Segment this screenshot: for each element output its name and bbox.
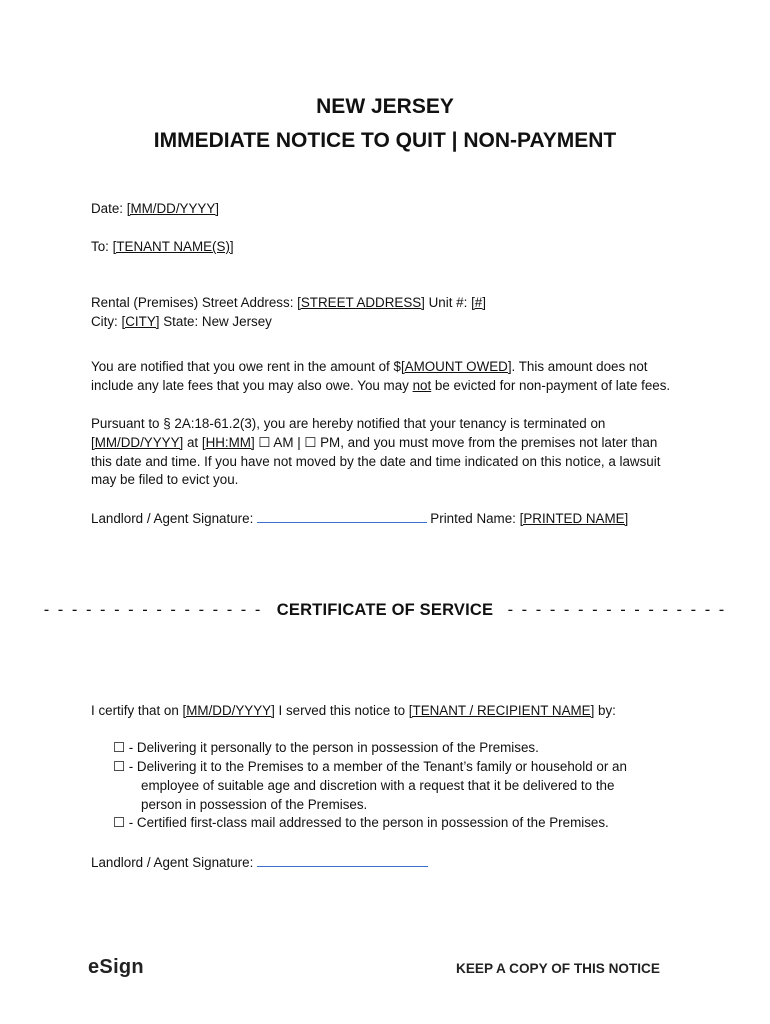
rent-text: be evicted for non-payment of late fees. bbox=[431, 378, 671, 393]
printed-name-label: Printed Name: bbox=[430, 511, 516, 526]
certificate-signature-field[interactable] bbox=[257, 852, 428, 867]
recipient-name-field[interactable]: [TENANT / RECIPIENT NAME] bbox=[408, 703, 595, 718]
service-option-personal[interactable]: ☐ - Delivering it personally to the person in possession of the Premises. bbox=[113, 740, 539, 755]
recipient-line bbox=[91, 237, 234, 256]
footer-note: KEEP A COPY OF THIS NOTICE bbox=[456, 961, 660, 976]
certificate-title: CERTIFICATE OF SERVICE bbox=[276, 601, 494, 619]
certify-text: by: bbox=[594, 703, 616, 718]
certify-text: I certify that on bbox=[91, 703, 183, 718]
state-heading: NEW JERSEY bbox=[316, 95, 454, 118]
address-line bbox=[91, 293, 486, 312]
service-option-premises[interactable]: ☐ - Delivering it to the Premises to a member of the Tenant’s family or household or an bbox=[113, 759, 627, 774]
divider-dashes-left: - - - - - - - - - - - - - - - - bbox=[43, 601, 263, 619]
street-address-field[interactable]: [STREET ADDRESS] bbox=[297, 295, 425, 310]
to-label: To: bbox=[91, 239, 109, 254]
pursuant-line-4: may be filed to evict you. bbox=[91, 472, 239, 487]
certify-line bbox=[91, 701, 616, 720]
pursuant-line-1: Pursuant to § 2A:18-61.2(3), you are hereby notified that your tenancy is terminated on bbox=[91, 416, 606, 431]
address-label: Rental (Premises) Street Address: bbox=[91, 295, 294, 310]
service-option-premises-cont: person in possession of the Premises. bbox=[141, 797, 368, 812]
date-field[interactable]: [MM/DD/YYYY] bbox=[126, 201, 220, 216]
service-option-premises-cont: employee of suitable age and discretion with a request that it be delivered to the bbox=[141, 778, 615, 793]
esign-logo: eSign bbox=[88, 956, 144, 978]
rent-emphasis: not bbox=[412, 378, 432, 393]
signature-row bbox=[91, 508, 628, 528]
unit-field[interactable]: [#] bbox=[471, 295, 486, 310]
signature-label: Landlord / Agent Signature: bbox=[91, 511, 254, 526]
service-date-field[interactable]: [MM/DD/YYYY] bbox=[182, 703, 275, 718]
am-pm-checkboxes[interactable]: ☐ AM | ☐ PM, and you must move from the premises not later than bbox=[254, 435, 658, 450]
certificate-heading bbox=[0, 601, 770, 620]
termination-time-field[interactable]: [HH:MM] bbox=[201, 435, 255, 450]
city-field[interactable]: [CITY] bbox=[121, 314, 160, 329]
rent-paragraph-line-2 bbox=[91, 376, 670, 395]
amount-owed-field[interactable]: [AMOUNT OWED] bbox=[400, 359, 512, 374]
rent-text: include any late fees that you may also owe. You may bbox=[91, 378, 413, 393]
pursuant-line-2 bbox=[91, 433, 657, 452]
certify-text: I served this notice to bbox=[274, 703, 409, 718]
divider-dashes-right: - - - - - - - - - - - - - - - - bbox=[507, 601, 727, 619]
rent-text: . This amount does not bbox=[511, 359, 648, 374]
printed-name-field[interactable]: [PRINTED NAME] bbox=[519, 511, 629, 526]
service-option-mail[interactable]: ☐ - Certified first-class mail addressed to the person in possession of the Premises. bbox=[113, 815, 609, 830]
date-line bbox=[91, 199, 219, 218]
state-text: State: New Jersey bbox=[163, 314, 272, 329]
rent-paragraph-line-1 bbox=[91, 357, 648, 376]
date-label: Date: bbox=[91, 201, 124, 216]
termination-date-field[interactable]: [MM/DD/YYYY] bbox=[91, 435, 184, 450]
certificate-signature-row bbox=[91, 852, 431, 872]
document-title: IMMEDIATE NOTICE TO QUIT | NON-PAYMENT bbox=[153, 129, 617, 152]
city-label: City: bbox=[91, 314, 118, 329]
tenant-name-field[interactable]: [TENANT NAME(S)] bbox=[112, 239, 234, 254]
city-line bbox=[91, 312, 272, 331]
rent-text: You are notified that you owe rent in the amount of $ bbox=[91, 359, 401, 374]
certificate-signature-label: Landlord / Agent Signature: bbox=[91, 855, 254, 870]
signature-field[interactable] bbox=[257, 508, 427, 523]
pursuant-line-3: this date and time. If you have not moved by the date and time indicated on this notice, a lawsuit bbox=[91, 454, 661, 469]
pursuant-text: at bbox=[183, 435, 202, 450]
unit-label: Unit #: bbox=[428, 295, 468, 310]
